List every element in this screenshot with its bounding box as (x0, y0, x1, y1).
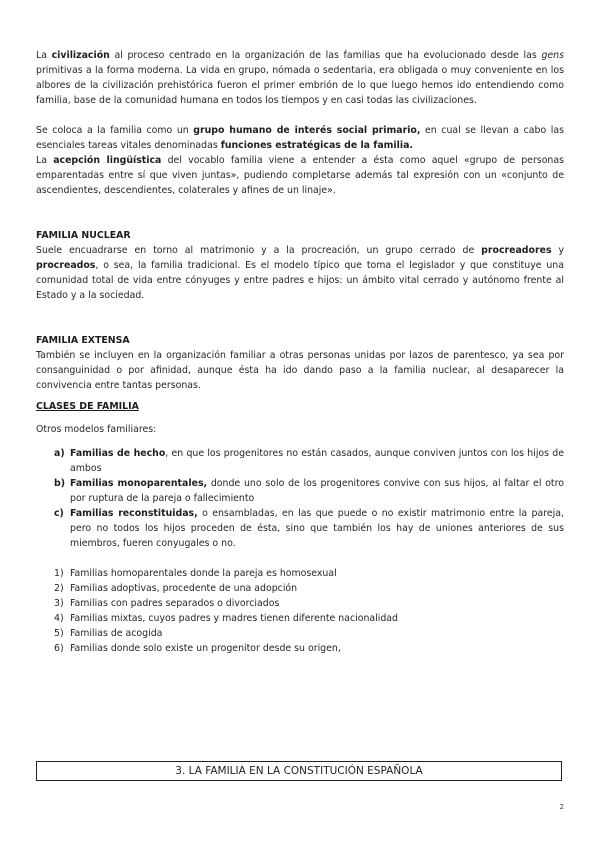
intro-paragraph-1: La civilización al proceso centrado en la organización de las familias que ha evolucionado desde las gens primitivas a la forma moderna. La vida en grupo, nómada o sedentaria, era obligada o muy conveniente en los albores de la civilización prehistórica fueron el primer embrión de lo que luego hemos ido entendiendo como familia, base de la comunidad humana en todos los tiempos y en casi todas las civilizaciones. (36, 50, 564, 106)
clases-de-familia-heading: CLASES DE FAMILIA (36, 401, 139, 412)
list-item: 5) Familias de acogida (54, 628, 163, 639)
intro-paragraph-3: La acepción lingüística del vocablo familia viene a entender a ésta como aquel «grupo de personas emparentadas entre sí que viven juntas», pudiendo completarse además tal expresión con un «conjunto de ascendientes, descendientes, colaterales y afines de un linaje». (36, 155, 564, 196)
list-item: c) Familias reconstituidas, o ensambladas, en las que puede o no existir matrimonio entre la pareja, pero no todos los hijos proceden de ésta, sino que también los hay de uniones anteriores de sus miembros, fueren conyugales o no. (54, 508, 564, 549)
familia-extensa-heading: FAMILIA EXTENSA (36, 335, 130, 346)
clases-intro: Otros modelos familiares: (36, 424, 157, 435)
section-title: 3. LA FAMILIA EN LA CONSTITUCIÓN ESPAÑOLA (175, 765, 423, 777)
section-title-box (36, 761, 562, 781)
list-item: 2) Familias adoptivas, procedente de una adopción (54, 583, 298, 594)
document-body (36, 48, 564, 656)
list-item: b) Familias monoparentales, donde uno solo de los progenitores convive con sus hijos, al faltar el otro por ruptura de la pareja o fallecimiento (54, 478, 564, 504)
list-item: 4) Familias mixtas, cuyos padres y madres tienen diferente nacionalidad (54, 613, 398, 624)
page-number: 2 (559, 803, 564, 811)
list-item: a) Familias de hecho, en que los progenitores no están casados, aunque conviven juntos con los hijos de ambos (54, 448, 564, 474)
familia-nuclear-heading: FAMILIA NUCLEAR (36, 230, 131, 241)
lettered-list (36, 446, 564, 551)
familia-extensa-text: También se incluyen en la organización familiar a otras personas unidas por lazos de parentesco, ya sea por consanguinidad o por afinidad, aunque ésta ha ido dando paso a la familia nuclear, al desaparecer la convivencia entre tantas personas. (36, 350, 564, 391)
intro-paragraph-2: Se coloca a la familia como un grupo humano de interés social primario, en cual se llevan a cabo las esenciales tareas vitales denominadas funciones estratégicas de la familia. (36, 125, 565, 151)
list-item: 6) Familias donde solo existe un progenitor desde su origen, (54, 643, 341, 654)
list-item: 3) Familias con padres separados o divorciados (54, 598, 280, 609)
numbered-list (36, 566, 564, 656)
familia-nuclear-text: Suele encuadrarse en torno al matrimonio y a la procreación, un grupo cerrado de procreadores y procreados, o sea, la familia tradicional. Es el modelo típico que toma el legislador y que constituye una comunidad total de vida entre cónyuges y entre padres e hijos: un ámbito vital cerrado y autónomo frente al Estado y a la sociedad. (36, 245, 564, 301)
list-item: 1) Familias homoparentales donde la pareja es homosexual (54, 568, 337, 579)
